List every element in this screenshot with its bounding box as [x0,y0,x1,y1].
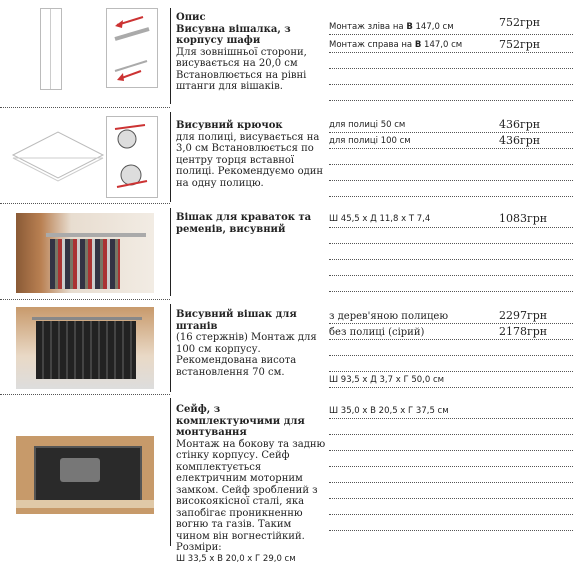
row5-title: Сейф, з комплектуючими для монтування [176,404,326,439]
dimensions: Ш 45,5 х Д 11,8 х Т 7,4 [329,214,430,224]
dimensions: Ш 35,0 х В 20,5 х Г 37,5 см [329,406,449,416]
hook-diagram [106,116,158,198]
price: 436грн [499,134,540,147]
product-description-5 [176,404,326,565]
price: 752грн [499,16,540,29]
option-label: з дерев'яною полицею [329,311,448,322]
trouser-rack-photo [16,307,154,389]
option-label: Монтаж справа на В 147,0 см [329,40,462,50]
shelf-drawing [8,120,108,190]
product-description-4 [176,309,326,378]
price: 436грн [499,118,540,131]
product-description-1 [176,12,326,93]
dimensions: Ш 33,5 х В 20,0 х Г 29,0 см [176,554,326,565]
option-label: без полиці (сірий) [329,327,424,338]
row4-title: Висувний вішак для штанів [176,309,326,332]
row4-body: (16 стержнів) Монтаж для 100 см корпусу. Рекомендована висота встановлення 70 см. [176,332,326,378]
price: 2178грн [499,325,547,338]
option-label: Монтаж зліва на В 147,0 см [329,22,454,32]
option-label: для полиці 100 см [329,136,411,146]
row1-body: Для зовнішньої сторони, висувається на 20,0 см Встановлюється на рівні штанги для вішаків. [176,47,326,93]
column-divider [170,8,171,104]
dimensions: Ш 93,5 х Д 3,7 х Г 50,0 см [329,375,444,385]
wardrobe-drawing [40,8,62,90]
option-label: для полиці 50 см [329,120,405,130]
sizes-label: Розміри: [176,542,326,554]
pull-out-rail-diagram [106,8,158,88]
row3-title: Вішак для краваток та ременів, висувний [176,212,326,235]
red-arrow-icon [107,9,157,87]
price: 1083грн [499,212,547,225]
price: 752грн [499,38,540,51]
tie-rack-photo [16,213,154,293]
row5-body: Монтаж на бокову та задню стінку корпусу. Сейф комплектується електричним моторним замком. Сейф зроблений з високоякісної сталі, яка запобігає проникненню вогню та газів. Таким чином він вогнестійкий. [176,439,326,543]
hook-icon [107,117,157,197]
row2-title: Висувний крючок [176,120,326,132]
safe-photo [16,436,154,514]
row1-title: Висувна вішалка, з корпусу шафи [176,24,326,47]
row2-body: для полиці, висувається на 3,0 см Встановлюється по центру торця вставної полиці. Рекомендуємо один на одну полицю. [176,132,326,190]
product-description-3 [176,212,326,235]
price: 2297грн [499,309,547,322]
row1-heading: Опис [176,12,326,24]
product-description-2 [176,120,326,189]
